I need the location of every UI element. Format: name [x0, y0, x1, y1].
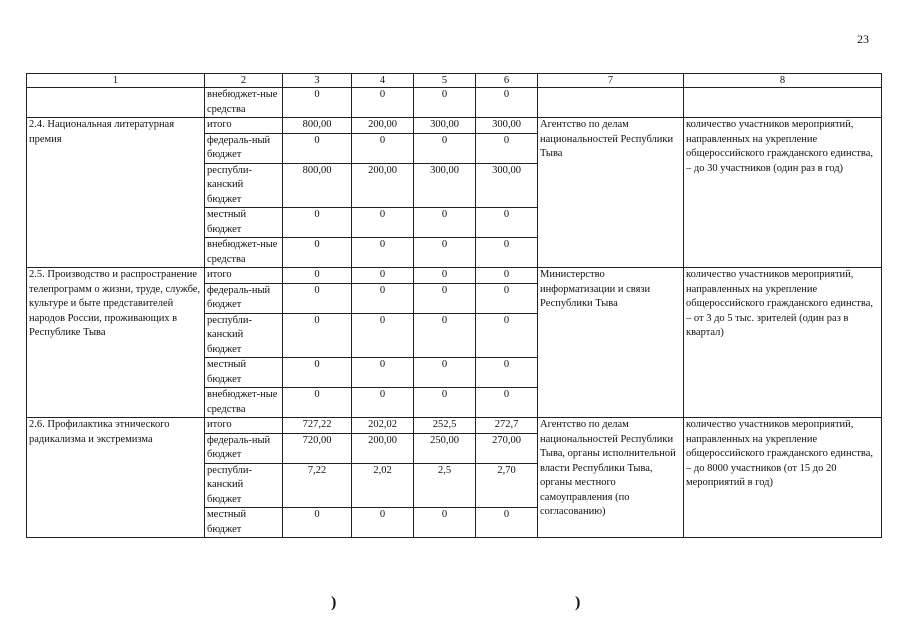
value-cell: 0 [352, 283, 414, 313]
header-row [27, 74, 882, 88]
value-cell: 300,00 [414, 163, 476, 208]
value-cell: 0 [414, 508, 476, 538]
value-cell: 7,22 [283, 463, 352, 508]
value-cell: 800,00 [283, 118, 352, 134]
table-row [27, 118, 882, 134]
header-cell: 2 [205, 74, 283, 88]
funding-source: внебюджет-ные средства [205, 388, 283, 418]
value-cell: 727,22 [283, 418, 352, 434]
value-cell: 0 [283, 358, 352, 388]
measure-name: 2.5. Производство и распространение телепрограмм о жизни, труде, службе, культуре и быте представителей народов России, проживающих в Республике Тыва [27, 268, 205, 418]
value-cell: 0 [283, 283, 352, 313]
measure-name: 2.6. Профилактика этнического радикализма и экстремизма [27, 418, 205, 538]
value-cell: 0 [283, 313, 352, 358]
responsible-agency: Агентство по делам национальностей Республики Тыва, органы исполнительной власти Республики Тыва, органы местного самоуправления (по согласованию) [538, 418, 684, 538]
value-cell: 0 [476, 508, 538, 538]
value-cell: 0 [476, 313, 538, 358]
funding-source: внебюджет-ные средства [205, 88, 283, 118]
funding-source: республи-канский бюджет [205, 163, 283, 208]
value-cell: 0 [352, 388, 414, 418]
funding-source: федераль-ный бюджет [205, 433, 283, 463]
value-cell: 0 [352, 133, 414, 163]
value-cell: 0 [414, 358, 476, 388]
value-cell: 800,00 [283, 163, 352, 208]
table-row [27, 88, 882, 118]
header-cell: 1 [27, 74, 205, 88]
value-cell: 300,00 [476, 163, 538, 208]
value-cell: 0 [476, 268, 538, 284]
funding-source: республи-канский бюджет [205, 463, 283, 508]
value-cell: 0 [414, 238, 476, 268]
value-cell: 0 [414, 208, 476, 238]
value-cell: 200,00 [352, 163, 414, 208]
empty-cell [538, 88, 684, 118]
value-cell: 250,00 [414, 433, 476, 463]
header-cell: 5 [414, 74, 476, 88]
value-cell: 202,02 [352, 418, 414, 434]
value-cell: 0 [476, 238, 538, 268]
empty-cell [27, 88, 205, 118]
budget-table [26, 73, 882, 538]
header-cell: 7 [538, 74, 684, 88]
value-cell: 2,5 [414, 463, 476, 508]
value-cell: 0 [283, 88, 352, 118]
value-cell: 0 [352, 208, 414, 238]
value-cell: 0 [283, 508, 352, 538]
bottom-mark: ) [575, 594, 581, 611]
value-cell: 0 [476, 208, 538, 238]
empty-cell [684, 88, 882, 118]
sections-body [27, 118, 882, 538]
value-cell: 200,00 [352, 433, 414, 463]
value-cell: 0 [476, 133, 538, 163]
expected-result: количество участников мероприятий, направленных на укрепление общероссийского гражданского единства, – от 3 до 5 тыс. зрителей (один раз в квартал) [684, 268, 882, 418]
responsible-agency: Министерство информатизации и связи Республики Тыва [538, 268, 684, 418]
funding-source: федераль-ный бюджет [205, 283, 283, 313]
value-cell: 252,5 [414, 418, 476, 434]
value-cell: 0 [283, 208, 352, 238]
value-cell: 0 [352, 88, 414, 118]
value-cell: 200,00 [352, 118, 414, 134]
value-cell: 0 [414, 313, 476, 358]
value-cell: 0 [414, 133, 476, 163]
bottom-mark: ) [331, 594, 337, 611]
value-cell: 300,00 [476, 118, 538, 134]
value-cell: 0 [283, 388, 352, 418]
expected-result: количество участников мероприятий, направленных на укрепление общероссийского гражданского единства, – до 30 участников (один раз в год) [684, 118, 882, 268]
value-cell: 2,02 [352, 463, 414, 508]
value-cell: 0 [476, 283, 538, 313]
value-cell: 0 [352, 358, 414, 388]
funding-source: итого [205, 418, 283, 434]
value-cell: 0 [352, 268, 414, 284]
funding-source: внебюджет-ные средства [205, 238, 283, 268]
funding-source: республи-канский бюджет [205, 313, 283, 358]
value-cell: 0 [476, 358, 538, 388]
funding-source: местный бюджет [205, 508, 283, 538]
funding-source: федераль-ный бюджет [205, 133, 283, 163]
value-cell: 0 [283, 238, 352, 268]
value-cell: 272,7 [476, 418, 538, 434]
value-cell: 0 [352, 313, 414, 358]
value-cell: 0 [283, 133, 352, 163]
funding-source: местный бюджет [205, 208, 283, 238]
header-cell: 3 [283, 74, 352, 88]
value-cell: 0 [414, 388, 476, 418]
value-cell: 0 [352, 508, 414, 538]
value-cell: 0 [352, 238, 414, 268]
value-cell: 2,70 [476, 463, 538, 508]
value-cell: 0 [414, 283, 476, 313]
funding-source: итого [205, 268, 283, 284]
table-row [27, 268, 882, 284]
value-cell: 0 [414, 268, 476, 284]
value-cell: 0 [476, 388, 538, 418]
header-cell: 4 [352, 74, 414, 88]
value-cell: 720,00 [283, 433, 352, 463]
expected-result: количество участников мероприятий, направленных на укрепление общероссийского гражданского единства, – до 8000 участников (от 15 до 20 мероприятий в год) [684, 418, 882, 538]
value-cell: 0 [476, 88, 538, 118]
responsible-agency: Агентство по делам национальностей Республики Тыва [538, 118, 684, 268]
funding-source: итого [205, 118, 283, 134]
header-cell: 8 [684, 74, 882, 88]
value-cell: 0 [414, 88, 476, 118]
value-cell: 0 [283, 268, 352, 284]
value-cell: 270,00 [476, 433, 538, 463]
table-row [27, 418, 882, 434]
measure-name: 2.4. Национальная литературная премия [27, 118, 205, 268]
header-cell: 6 [476, 74, 538, 88]
page-number: 23 [857, 32, 869, 46]
funding-source: местный бюджет [205, 358, 283, 388]
value-cell: 300,00 [414, 118, 476, 134]
